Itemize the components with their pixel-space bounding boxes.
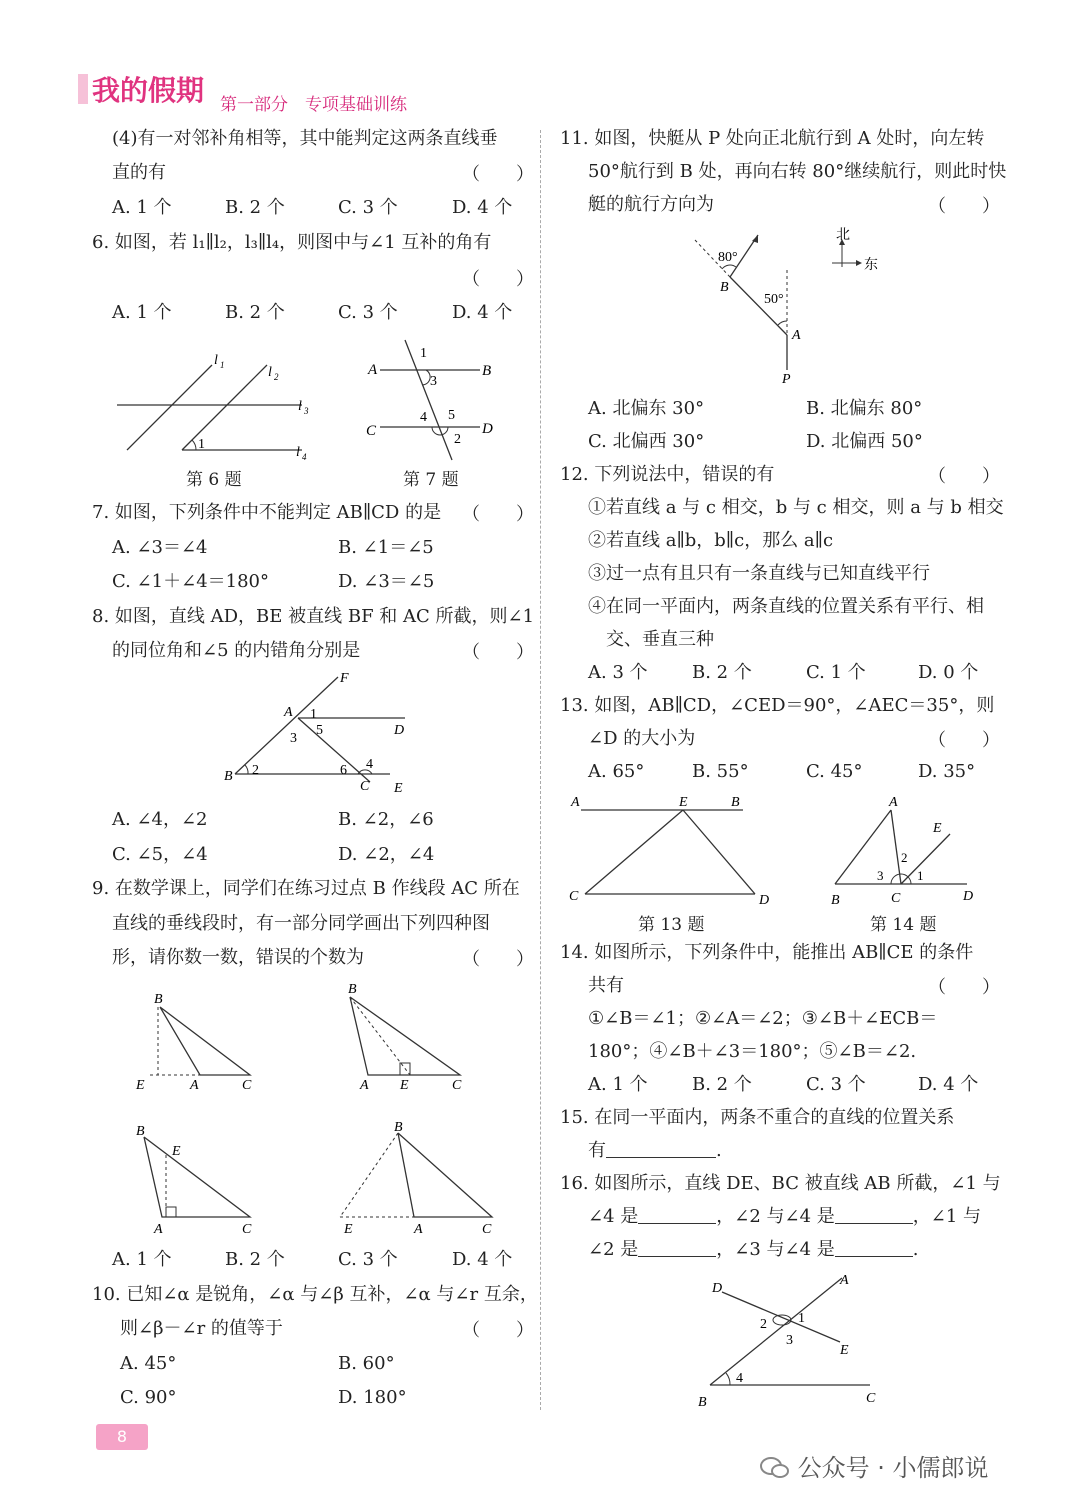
svg-text:B: B (482, 363, 492, 379)
svg-text:4: 4 (420, 410, 427, 425)
svg-text:D: D (759, 893, 770, 908)
option: D. 0 个 (918, 662, 979, 683)
svg-text:80°: 80° (718, 250, 738, 265)
svg-text:B: B (731, 795, 740, 810)
option: D. ∠3＝∠5 (338, 571, 435, 592)
q16-fill-2: ∠2 是 ，∠3 与∠4 是 . (588, 1239, 919, 1260)
svg-text:B: B (136, 1124, 145, 1139)
svg-text:l: l (214, 353, 218, 368)
figure-6-caption: 第 6 题 (186, 470, 242, 490)
q7-text: 7. 如图，下列条件中不能判定 AB∥CD 的是 (92, 502, 442, 523)
svg-text:B: B (154, 992, 163, 1007)
column-divider (540, 130, 541, 1410)
svg-text:A: A (840, 1273, 849, 1288)
svg-text:我的假期: 我的假期 (92, 74, 205, 107)
option: C. 1 个 (806, 662, 866, 683)
answer-paren: （ ） (462, 1320, 534, 1341)
svg-text:C: C (360, 779, 370, 794)
svg-text:l: l (298, 399, 302, 414)
q13-text-2: ∠D 的大小为 (588, 728, 696, 749)
q10-text-1: 10. 已知∠α 是锐角，∠α 与∠β 互补，∠α 与∠r 互余， (92, 1284, 538, 1305)
svg-text:E: E (394, 781, 403, 796)
svg-text:D: D (712, 1281, 723, 1296)
option: D. 4 个 (452, 197, 513, 218)
svg-text:C: C (452, 1078, 462, 1093)
publisher-logo (78, 68, 208, 110)
svg-text:B: B (831, 893, 840, 908)
q11-text-2: 50°航行到 B 处，再向右转 80°继续航行，则此时快 (588, 161, 1007, 182)
svg-text:A: A (368, 362, 378, 378)
svg-text:1: 1 (420, 346, 427, 361)
q8-text-2: 的同位角和∠5 的内错角分别是 (112, 640, 361, 661)
answer-paren: （ ） (462, 164, 534, 185)
option: D. 北偏西 50° (806, 431, 923, 452)
svg-text:C: C (242, 1078, 252, 1093)
svg-text:1: 1 (220, 360, 225, 370)
compass-icon (826, 225, 886, 275)
option: C. 3 个 (806, 1074, 866, 1095)
svg-text:B: B (698, 1395, 707, 1410)
svg-text:4: 4 (366, 757, 373, 772)
q12-item: ④在同一平面内，两条直线的位置关系有平行、相 (588, 596, 984, 617)
svg-text:D: D (482, 421, 493, 437)
svg-text:l: l (268, 365, 272, 380)
answer-blank[interactable] (638, 1238, 716, 1257)
figure-14 (825, 790, 985, 910)
figure-13 (565, 790, 775, 910)
option: A. ∠4，∠2 (112, 809, 208, 830)
option: A. 1 个 (588, 1074, 648, 1095)
q16-fill-1: ∠4 是 ，∠2 与∠4 是 ，∠1 与 (588, 1206, 982, 1227)
figure-14-caption: 第 14 题 (870, 915, 937, 935)
svg-text:东: 东 (864, 257, 878, 273)
svg-text:C: C (891, 891, 901, 906)
svg-text:E: E (172, 1144, 181, 1159)
option: C. 3 个 (338, 302, 398, 323)
q12-item: ③过一点有且只有一条直线与已知直线平行 (588, 563, 930, 584)
section-title: 第一部分 专项基础训练 (220, 95, 407, 115)
svg-text:C: C (242, 1222, 252, 1237)
svg-text:A: A (414, 1222, 423, 1237)
option: D. 4 个 (452, 302, 513, 323)
svg-text:B: B (720, 280, 729, 295)
option: C. 3 个 (338, 1249, 398, 1270)
svg-text:3: 3 (290, 731, 297, 746)
svg-text:P: P (782, 372, 791, 387)
answer-paren: （ ） (462, 642, 534, 663)
q11-text-3: 艇的航行方向为 (588, 194, 714, 215)
option: B. ∠2，∠6 (338, 809, 434, 830)
option: C. 90° (120, 1387, 177, 1408)
svg-text:1: 1 (798, 1311, 805, 1326)
option: D. 4 个 (918, 1074, 979, 1095)
svg-text:A: A (792, 328, 801, 343)
answer-blank[interactable] (606, 1139, 716, 1158)
option: B. ∠1＝∠5 (338, 537, 434, 558)
svg-text:1: 1 (917, 868, 924, 883)
option: C. 北偏西 30° (588, 431, 705, 452)
option: B. 2 个 (692, 662, 752, 683)
watermark: 公众号 · 小儒郎说 (760, 1448, 989, 1483)
option: C. 45° (806, 761, 863, 782)
svg-text:E: E (400, 1078, 409, 1093)
option: B. 2 个 (692, 1074, 752, 1095)
option: D. 180° (338, 1387, 407, 1408)
option: A. 65° (588, 761, 645, 782)
svg-text:5: 5 (448, 408, 455, 423)
answer-paren: （ ） (462, 949, 534, 970)
svg-text:2: 2 (274, 372, 279, 382)
option: D. 35° (918, 761, 976, 782)
svg-text:C: C (569, 889, 579, 904)
svg-text:北: 北 (836, 227, 850, 243)
wechat-icon (760, 1456, 790, 1480)
option: A. 1 个 (112, 197, 172, 218)
q9-text-3: 形，请你数一数，错误的个数为 (112, 947, 364, 968)
answer-blank[interactable] (835, 1205, 913, 1224)
svg-text:B: B (348, 982, 357, 997)
option: C. ∠1＋∠4＝180° (112, 571, 269, 592)
svg-text:E: E (840, 1343, 849, 1358)
svg-text:A: A (284, 705, 293, 720)
svg-text:50°: 50° (764, 292, 784, 307)
option: C. ∠5，∠4 (112, 844, 208, 865)
svg-text:E: E (344, 1222, 353, 1237)
answer-paren: （ ） (928, 977, 1000, 998)
svg-text:C: C (866, 1391, 876, 1406)
q5-text-2: 直的有 (112, 162, 166, 183)
svg-text:1: 1 (198, 437, 205, 452)
q12-text: 12. 下列说法中，错误的有 (560, 464, 775, 485)
option: D. ∠2，∠4 (338, 844, 435, 865)
figure-8 (220, 672, 420, 797)
answer-paren: （ ） (928, 466, 1000, 487)
option: C. 3 个 (338, 197, 398, 218)
svg-text:A: A (154, 1222, 163, 1237)
q14-text-2: 共有 (588, 975, 624, 996)
svg-text:3: 3 (786, 1333, 793, 1348)
q5-text-1: (4)有一对邻补角相等，其中能判定这两条直线垂 (112, 128, 498, 149)
svg-text:2: 2 (760, 1317, 767, 1332)
svg-text:E: E (679, 795, 688, 810)
q14-conditions-2: 180°；④∠B＋∠3＝180°；⑤∠B＝∠2. (588, 1041, 917, 1062)
svg-text:l: l (296, 445, 300, 460)
option: D. 4 个 (452, 1249, 513, 1270)
svg-text:3: 3 (304, 406, 309, 416)
svg-text:E: E (933, 821, 942, 836)
figure-6 (112, 350, 322, 465)
svg-text:2: 2 (454, 432, 461, 447)
q14-text-1: 14. 如图所示，下列条件中，能推出 AB∥CE 的条件 (560, 942, 974, 963)
figure-7 (360, 335, 500, 465)
svg-text:3: 3 (877, 868, 884, 883)
q15-text: 15. 在同一平面内，两条不重合的直线的位置关系 (560, 1107, 955, 1128)
svg-text:A: A (889, 795, 898, 810)
q6-text: 6. 如图，若 l₁∥l₂，l₃∥l₄，则图中与∠1 互补的角有 (92, 232, 492, 253)
answer-paren: （ ） (928, 196, 1000, 217)
option: A. 3 个 (588, 662, 648, 683)
svg-text:4: 4 (302, 452, 307, 462)
option: B. 2 个 (225, 302, 285, 323)
svg-text:A: A (571, 795, 580, 810)
figure-11 (690, 225, 810, 390)
figure-9 (130, 982, 492, 1245)
figure-13-caption: 第 13 题 (638, 915, 705, 935)
page-number: 8 (96, 1424, 148, 1450)
option: B. 60° (338, 1353, 395, 1374)
svg-text:4: 4 (736, 1371, 743, 1386)
svg-text:D: D (963, 889, 974, 904)
svg-text:2: 2 (252, 763, 259, 778)
q14-conditions-1: ①∠B＝∠1；②∠A＝∠2；③∠B＋∠ECB＝ (588, 1008, 938, 1029)
option: B. 55° (692, 761, 749, 782)
svg-text:F: F (340, 671, 349, 686)
option: B. 2 个 (225, 1249, 285, 1270)
answer-paren: （ ） (462, 504, 534, 525)
svg-text:B: B (224, 769, 233, 784)
q12-item: ②若直线 a∥b，b∥c，那么 a∥c (588, 530, 834, 551)
q9-text-2: 直线的垂线段时，有一部分同学画出下列四种图 (112, 913, 490, 934)
option: A. 45° (120, 1353, 177, 1374)
svg-text:A: A (360, 1078, 369, 1093)
svg-text:E: E (136, 1078, 145, 1093)
svg-text:1: 1 (310, 707, 317, 722)
svg-text:5: 5 (316, 723, 323, 738)
q11-text-1: 11. 如图，快艇从 P 处向正北航行到 A 处时，向左转 (560, 128, 985, 149)
svg-text:3: 3 (430, 374, 437, 389)
svg-text:B: B (394, 1120, 403, 1135)
answer-paren: （ ） (462, 269, 534, 290)
figure-7-caption: 第 7 题 (403, 470, 459, 490)
figure-16 (690, 1270, 890, 1410)
svg-text:2: 2 (901, 850, 908, 865)
q13-text-1: 13. 如图，AB∥CD，∠CED＝90°，∠AEC＝35°，则 (560, 695, 995, 716)
option: A. ∠3＝∠4 (112, 537, 208, 558)
option: B. 北偏东 80° (806, 398, 923, 419)
q12-item: ①若直线 a 与 c 相交，b 与 c 相交，则 a 与 b 相交 (588, 497, 1004, 518)
option: A. 1 个 (112, 1249, 172, 1270)
svg-text:D: D (394, 723, 405, 738)
q12-item: 交、垂直三种 (606, 629, 714, 650)
svg-text:A: A (190, 1078, 199, 1093)
q10-text-2: 则∠β－∠r 的值等于 (120, 1318, 283, 1339)
option: B. 2 个 (225, 197, 285, 218)
q16-text: 16. 如图所示，直线 DE、BC 被直线 AB 所截，∠1 与 (560, 1173, 1001, 1194)
option: A. 北偏东 30° (588, 398, 705, 419)
q9-text-1: 9. 在数学课上，同学们在练习过点 B 作线段 AC 所在 (92, 878, 520, 899)
answer-paren: （ ） (928, 730, 1000, 751)
answer-blank[interactable] (835, 1238, 913, 1257)
answer-blank[interactable] (638, 1205, 716, 1224)
svg-text:C: C (366, 423, 377, 439)
svg-text:C: C (482, 1222, 492, 1237)
svg-text:6: 6 (340, 763, 347, 778)
q8-text-1: 8. 如图，直线 AD，BE 被直线 BF 和 AC 所截，则∠1 (92, 606, 535, 627)
option: A. 1 个 (112, 302, 172, 323)
q15-fill: 有 . (588, 1140, 722, 1161)
